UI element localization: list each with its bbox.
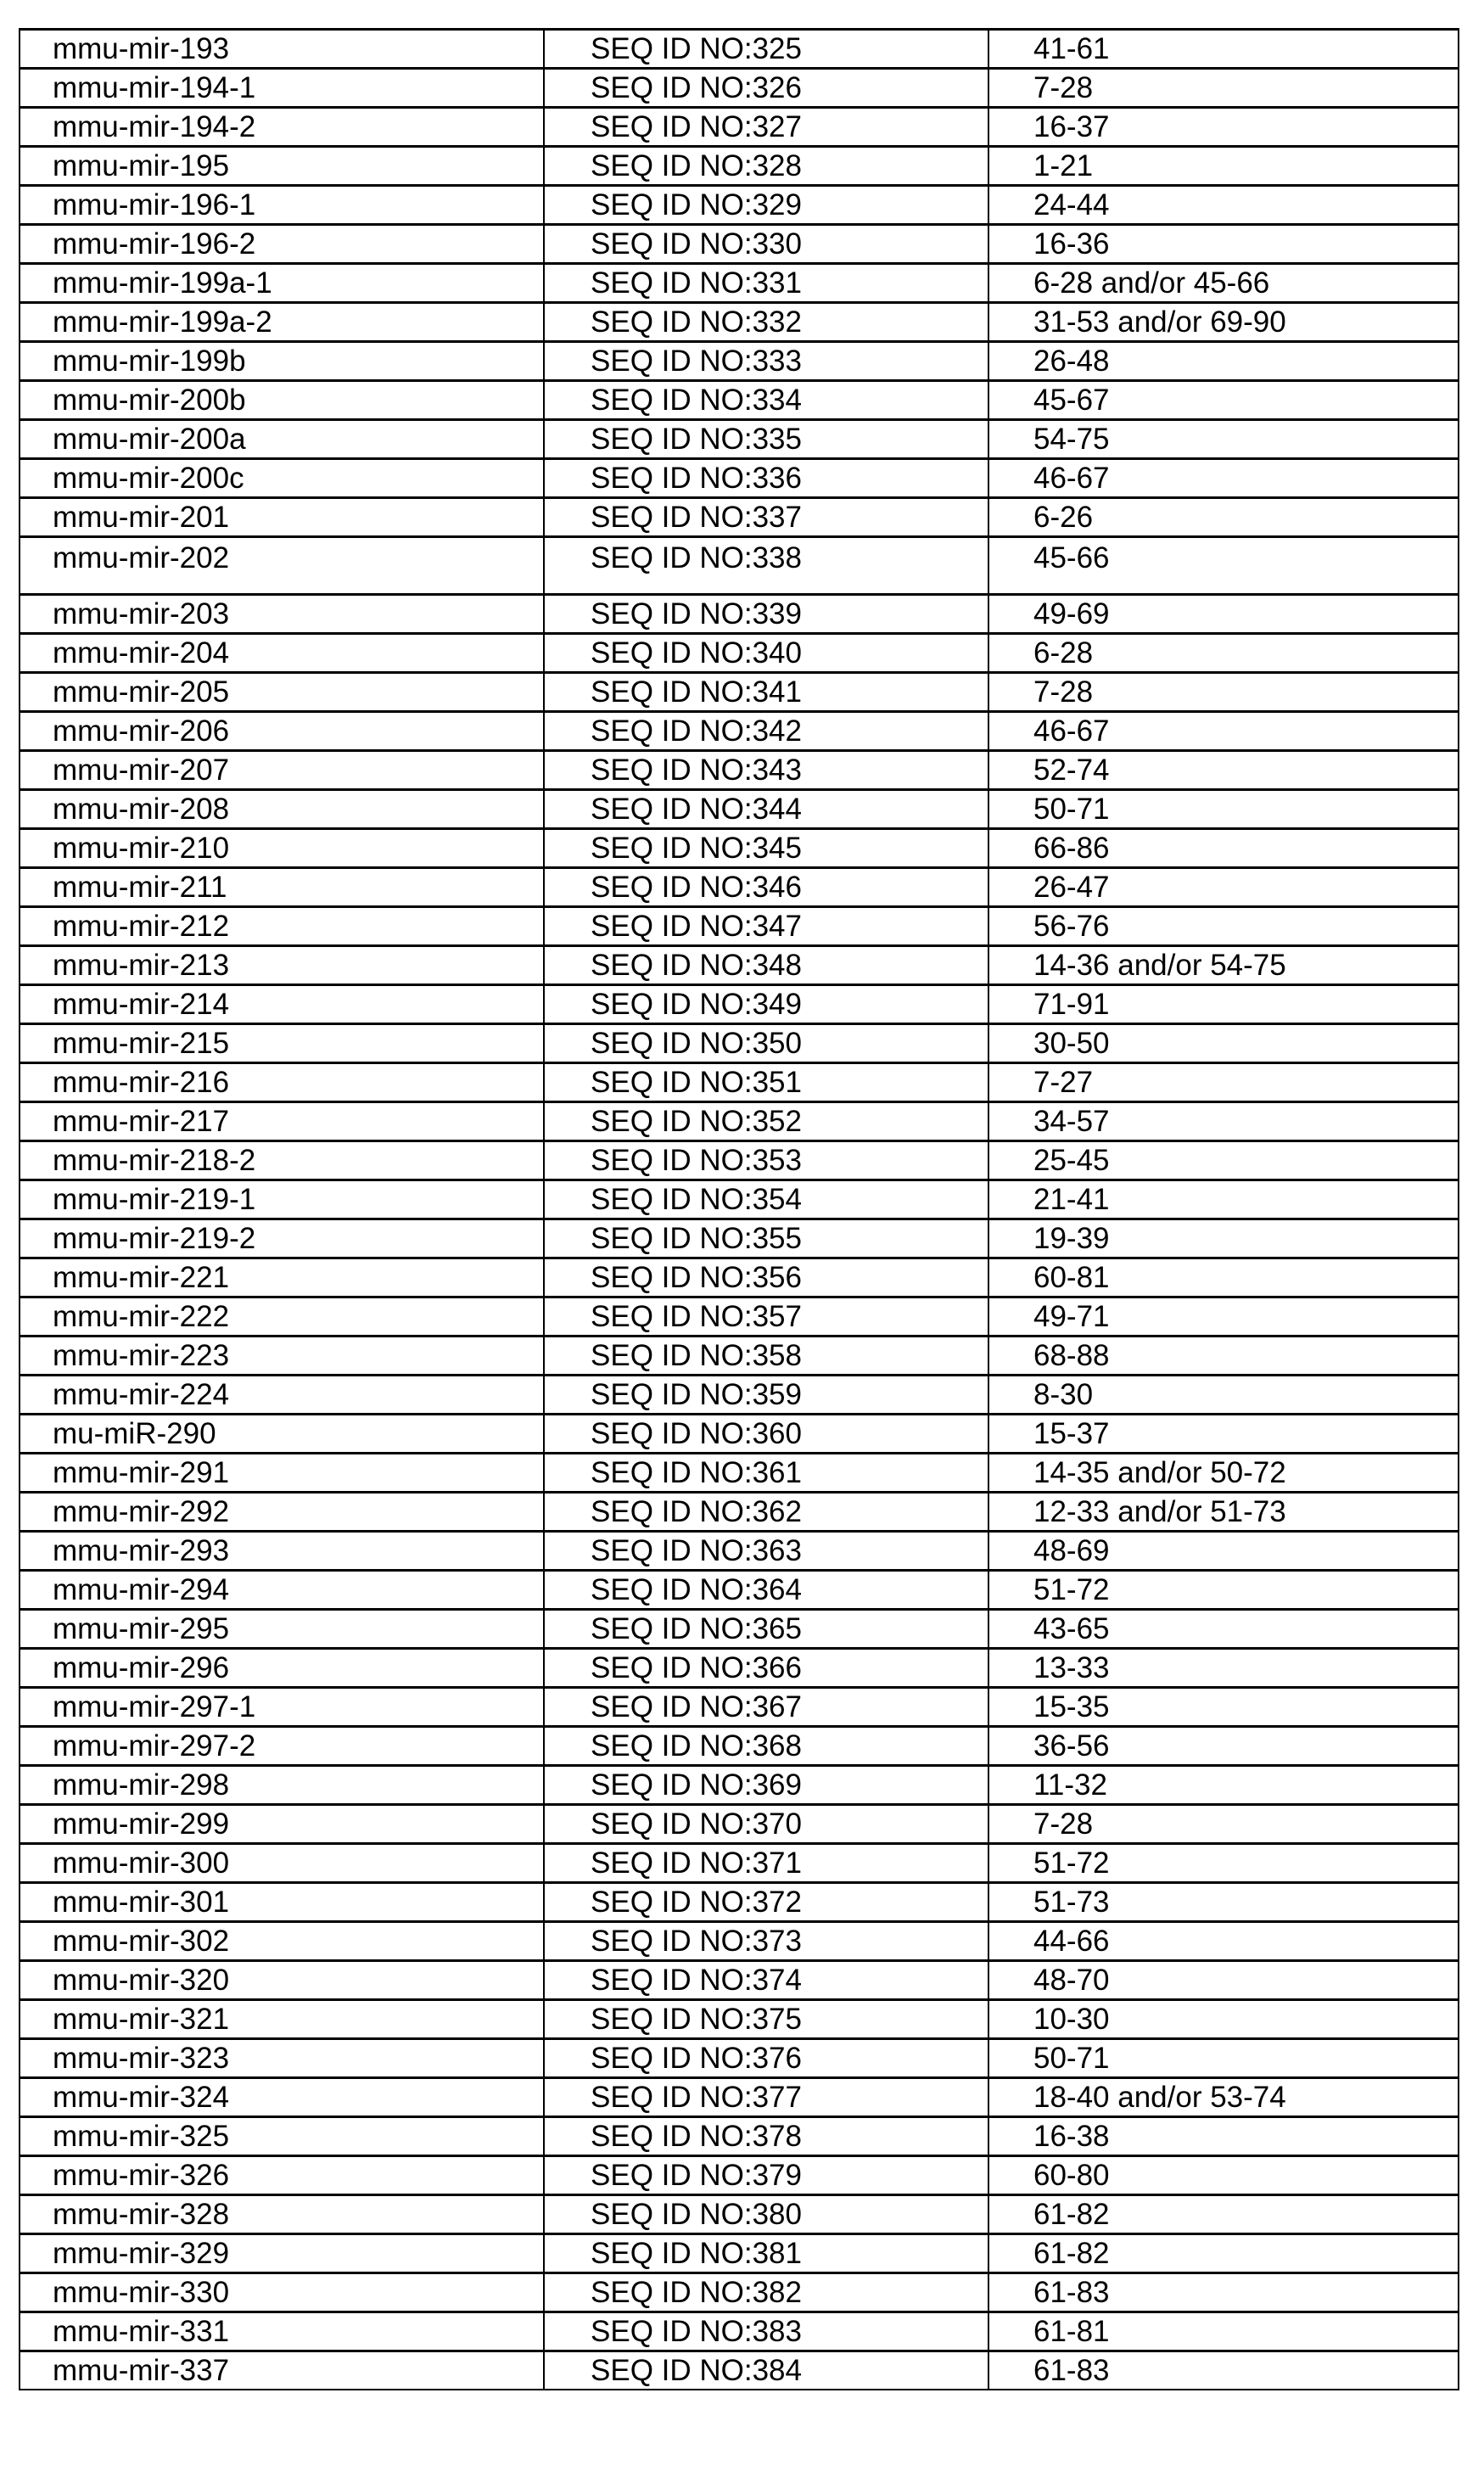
seq-id-cell: SEQ ID NO:350 [544,1024,988,1063]
table-row [20,1883,1459,1922]
seq-id-cell: SEQ ID NO:384 [544,2351,988,2390]
region-cell: 1-21 [988,147,1459,186]
table-row [20,537,1459,595]
mirna-name-cell: mmu-mir-292 [20,1493,544,1532]
table-row [20,381,1459,420]
region-cell: 6-26 [988,498,1459,537]
seq-id-cell: SEQ ID NO:338 [544,537,988,595]
mirna-name-cell: mmu-mir-337 [20,2351,544,2390]
table-row [20,225,1459,264]
mirna-name-cell: mmu-mir-302 [20,1922,544,1961]
region-cell: 18-40 and/or 53-74 [988,2078,1459,2117]
region-cell: 31-53 and/or 69-90 [988,303,1459,342]
seq-id-cell: SEQ ID NO:353 [544,1141,988,1180]
seq-id-cell: SEQ ID NO:339 [544,595,988,634]
seq-id-cell: SEQ ID NO:355 [544,1219,988,1258]
region-cell: 61-82 [988,2195,1459,2234]
seq-id-cell: SEQ ID NO:346 [544,868,988,907]
table-row [20,1102,1459,1141]
table-row [20,1766,1459,1805]
table-row [20,1493,1459,1532]
mirna-name-cell: mmu-mir-223 [20,1337,544,1376]
mirna-name-cell: mmu-mir-215 [20,1024,544,1063]
mirna-name-cell: mmu-mir-294 [20,1571,544,1610]
mirna-name-cell: mu-miR-290 [20,1415,544,1454]
table-row [20,459,1459,498]
region-cell: 16-36 [988,225,1459,264]
seq-id-cell: SEQ ID NO:342 [544,712,988,751]
table-row [20,1571,1459,1610]
region-cell: 44-66 [988,1922,1459,1961]
mirna-name-cell: mmu-mir-320 [20,1961,544,2000]
mirna-name-cell: mmu-mir-297-2 [20,1727,544,1766]
seq-id-cell: SEQ ID NO:381 [544,2234,988,2273]
region-cell: 24-44 [988,186,1459,225]
seq-id-cell: SEQ ID NO:327 [544,108,988,147]
seq-id-cell: SEQ ID NO:344 [544,790,988,829]
table-row [20,868,1459,907]
region-cell: 7-28 [988,1805,1459,1844]
table-row [20,1415,1459,1454]
region-cell: 71-91 [988,985,1459,1024]
table-row [20,1063,1459,1102]
region-cell: 21-41 [988,1180,1459,1219]
mirna-name-cell: mmu-mir-199b [20,342,544,381]
table-row [20,147,1459,186]
region-cell: 66-86 [988,829,1459,868]
mirna-name-cell: mmu-mir-328 [20,2195,544,2234]
mirna-name-cell: mmu-mir-194-1 [20,69,544,108]
seq-id-cell: SEQ ID NO:334 [544,381,988,420]
mirna-name-cell: mmu-mir-330 [20,2273,544,2312]
region-cell: 60-80 [988,2156,1459,2195]
region-cell: 52-74 [988,751,1459,790]
table-row [20,1337,1459,1376]
seq-id-cell: SEQ ID NO:326 [544,69,988,108]
region-cell: 19-39 [988,1219,1459,1258]
table-row [20,2156,1459,2195]
mirna-name-cell: mmu-mir-293 [20,1532,544,1571]
table-row [20,1258,1459,1297]
seq-id-cell: SEQ ID NO:364 [544,1571,988,1610]
seq-id-cell: SEQ ID NO:371 [544,1844,988,1883]
region-cell: 51-72 [988,1844,1459,1883]
seq-id-cell: SEQ ID NO:352 [544,1102,988,1141]
mirna-name-cell: mmu-mir-204 [20,634,544,673]
seq-id-cell: SEQ ID NO:356 [544,1258,988,1297]
seq-id-cell: SEQ ID NO:366 [544,1649,988,1688]
mirna-sequence-table [19,28,1459,2390]
table-row [20,907,1459,946]
seq-id-cell: SEQ ID NO:357 [544,1297,988,1337]
table-row [20,2117,1459,2156]
region-cell: 36-56 [988,1727,1459,1766]
region-cell: 12-33 and/or 51-73 [988,1493,1459,1532]
seq-id-cell: SEQ ID NO:358 [544,1337,988,1376]
mirna-name-cell: mmu-mir-219-2 [20,1219,544,1258]
table-row [20,498,1459,537]
mirna-name-cell: mmu-mir-321 [20,2000,544,2039]
seq-id-cell: SEQ ID NO:369 [544,1766,988,1805]
region-cell: 14-36 and/or 54-75 [988,946,1459,985]
seq-id-cell: SEQ ID NO:345 [544,829,988,868]
region-cell: 7-28 [988,69,1459,108]
region-cell: 49-71 [988,1297,1459,1337]
table-row [20,1024,1459,1063]
seq-id-cell: SEQ ID NO:367 [544,1688,988,1727]
seq-id-cell: SEQ ID NO:330 [544,225,988,264]
mirna-name-cell: mmu-mir-201 [20,498,544,537]
table-row [20,303,1459,342]
seq-id-cell: SEQ ID NO:365 [544,1610,988,1649]
region-cell: 8-30 [988,1376,1459,1415]
region-cell: 43-65 [988,1610,1459,1649]
table-row [20,30,1459,69]
mirna-name-cell: mmu-mir-297-1 [20,1688,544,1727]
table-row [20,673,1459,712]
table-row [20,1610,1459,1649]
mirna-name-cell: mmu-mir-219-1 [20,1180,544,1219]
mirna-name-cell: mmu-mir-298 [20,1766,544,1805]
table-row [20,342,1459,381]
mirna-name-cell: mmu-mir-211 [20,868,544,907]
region-cell: 61-81 [988,2312,1459,2351]
mirna-name-cell: mmu-mir-200c [20,459,544,498]
region-cell: 15-35 [988,1688,1459,1727]
region-cell: 61-83 [988,2351,1459,2390]
table-row [20,1376,1459,1415]
seq-id-cell: SEQ ID NO:349 [544,985,988,1024]
seq-id-cell: SEQ ID NO:359 [544,1376,988,1415]
region-cell: 14-35 and/or 50-72 [988,1454,1459,1493]
table-row [20,1922,1459,1961]
mirna-name-cell: mmu-mir-203 [20,595,544,634]
mirna-name-cell: mmu-mir-208 [20,790,544,829]
region-cell: 51-73 [988,1883,1459,1922]
region-cell: 16-38 [988,2117,1459,2156]
region-cell: 26-48 [988,342,1459,381]
seq-id-cell: SEQ ID NO:335 [544,420,988,459]
table-row [20,186,1459,225]
region-cell: 13-33 [988,1649,1459,1688]
table-row [20,634,1459,673]
table-row [20,420,1459,459]
mirna-name-cell: mmu-mir-196-2 [20,225,544,264]
seq-id-cell: SEQ ID NO:372 [544,1883,988,1922]
table-row [20,1961,1459,2000]
table-row [20,108,1459,147]
table-row [20,751,1459,790]
seq-id-cell: SEQ ID NO:337 [544,498,988,537]
region-cell: 26-47 [988,868,1459,907]
mirna-name-cell: mmu-mir-200a [20,420,544,459]
region-cell: 46-67 [988,712,1459,751]
seq-id-cell: SEQ ID NO:331 [544,264,988,303]
table-row [20,1727,1459,1766]
table-row [20,1688,1459,1727]
seq-id-cell: SEQ ID NO:336 [544,459,988,498]
region-cell: 11-32 [988,1766,1459,1805]
region-cell: 25-45 [988,1141,1459,1180]
seq-id-cell: SEQ ID NO:370 [544,1805,988,1844]
seq-id-cell: SEQ ID NO:360 [544,1415,988,1454]
region-cell: 61-82 [988,2234,1459,2273]
table-row [20,1844,1459,1883]
mirna-name-cell: mmu-mir-207 [20,751,544,790]
region-cell: 15-37 [988,1415,1459,1454]
mirna-name-cell: mmu-mir-300 [20,1844,544,1883]
mirna-name-cell: mmu-mir-325 [20,2117,544,2156]
table-row [20,1454,1459,1493]
table-row [20,1141,1459,1180]
region-cell: 51-72 [988,1571,1459,1610]
seq-id-cell: SEQ ID NO:376 [544,2039,988,2078]
region-cell: 54-75 [988,420,1459,459]
seq-id-cell: SEQ ID NO:328 [544,147,988,186]
mirna-name-cell: mmu-mir-296 [20,1649,544,1688]
region-cell: 7-27 [988,1063,1459,1102]
seq-id-cell: SEQ ID NO:379 [544,2156,988,2195]
mirna-name-cell: mmu-mir-193 [20,30,544,69]
table-row [20,2234,1459,2273]
table-body [20,30,1459,2390]
table-row [20,1532,1459,1571]
region-cell: 49-69 [988,595,1459,634]
seq-id-cell: SEQ ID NO:383 [544,2312,988,2351]
region-cell: 16-37 [988,108,1459,147]
mirna-name-cell: mmu-mir-218-2 [20,1141,544,1180]
region-cell: 48-69 [988,1532,1459,1571]
seq-id-cell: SEQ ID NO:325 [544,30,988,69]
region-cell: 50-71 [988,2039,1459,2078]
mirna-name-cell: mmu-mir-199a-1 [20,264,544,303]
region-cell: 46-67 [988,459,1459,498]
table-row [20,1649,1459,1688]
region-cell: 61-83 [988,2273,1459,2312]
table-row [20,829,1459,868]
table-row [20,1805,1459,1844]
seq-id-cell: SEQ ID NO:380 [544,2195,988,2234]
region-cell: 56-76 [988,907,1459,946]
mirna-name-cell: mmu-mir-212 [20,907,544,946]
mirna-name-cell: mmu-mir-301 [20,1883,544,1922]
seq-id-cell: SEQ ID NO:341 [544,673,988,712]
table-row [20,595,1459,634]
mirna-name-cell: mmu-mir-202 [20,537,544,595]
region-cell: 68-88 [988,1337,1459,1376]
seq-id-cell: SEQ ID NO:374 [544,1961,988,2000]
seq-id-cell: SEQ ID NO:373 [544,1922,988,1961]
mirna-name-cell: mmu-mir-200b [20,381,544,420]
seq-id-cell: SEQ ID NO:348 [544,946,988,985]
mirna-name-cell: mmu-mir-291 [20,1454,544,1493]
region-cell: 50-71 [988,790,1459,829]
seq-id-cell: SEQ ID NO:363 [544,1532,988,1571]
region-cell: 10-30 [988,2000,1459,2039]
mirna-name-cell: mmu-mir-206 [20,712,544,751]
table-row [20,985,1459,1024]
region-cell: 6-28 and/or 45-66 [988,264,1459,303]
mirna-name-cell: mmu-mir-329 [20,2234,544,2273]
mirna-name-cell: mmu-mir-331 [20,2312,544,2351]
mirna-name-cell: mmu-mir-221 [20,1258,544,1297]
mirna-name-cell: mmu-mir-195 [20,147,544,186]
seq-id-cell: SEQ ID NO:351 [544,1063,988,1102]
mirna-name-cell: mmu-mir-324 [20,2078,544,2117]
mirna-name-cell: mmu-mir-216 [20,1063,544,1102]
mirna-name-cell: mmu-mir-205 [20,673,544,712]
region-cell: 6-28 [988,634,1459,673]
seq-id-cell: SEQ ID NO:343 [544,751,988,790]
table-row [20,1180,1459,1219]
table-row [20,2000,1459,2039]
table-row [20,2195,1459,2234]
region-cell: 41-61 [988,30,1459,69]
table-row [20,2078,1459,2117]
mirna-name-cell: mmu-mir-196-1 [20,186,544,225]
mirna-name-cell: mmu-mir-213 [20,946,544,985]
table-row [20,69,1459,108]
table-row [20,1297,1459,1337]
seq-id-cell: SEQ ID NO:382 [544,2273,988,2312]
mirna-name-cell: mmu-mir-295 [20,1610,544,1649]
table-row [20,2351,1459,2390]
seq-id-cell: SEQ ID NO:378 [544,2117,988,2156]
seq-id-cell: SEQ ID NO:333 [544,342,988,381]
mirna-name-cell: mmu-mir-217 [20,1102,544,1141]
region-cell: 7-28 [988,673,1459,712]
seq-id-cell: SEQ ID NO:375 [544,2000,988,2039]
mirna-name-cell: mmu-mir-299 [20,1805,544,1844]
region-cell: 45-66 [988,537,1459,595]
table-row [20,2312,1459,2351]
seq-id-cell: SEQ ID NO:329 [544,186,988,225]
region-cell: 34-57 [988,1102,1459,1141]
table-row [20,790,1459,829]
mirna-name-cell: mmu-mir-214 [20,985,544,1024]
table-row [20,264,1459,303]
table-row [20,1219,1459,1258]
seq-id-cell: SEQ ID NO:354 [544,1180,988,1219]
seq-id-cell: SEQ ID NO:368 [544,1727,988,1766]
mirna-name-cell: mmu-mir-326 [20,2156,544,2195]
mirna-name-cell: mmu-mir-194-2 [20,108,544,147]
region-cell: 60-81 [988,1258,1459,1297]
region-cell: 48-70 [988,1961,1459,2000]
region-cell: 30-50 [988,1024,1459,1063]
table-row [20,712,1459,751]
mirna-name-cell: mmu-mir-222 [20,1297,544,1337]
region-cell: 45-67 [988,381,1459,420]
table-row [20,2039,1459,2078]
seq-id-cell: SEQ ID NO:340 [544,634,988,673]
table-row [20,2273,1459,2312]
seq-id-cell: SEQ ID NO:362 [544,1493,988,1532]
seq-id-cell: SEQ ID NO:332 [544,303,988,342]
seq-id-cell: SEQ ID NO:361 [544,1454,988,1493]
seq-id-cell: SEQ ID NO:377 [544,2078,988,2117]
table-row [20,946,1459,985]
mirna-name-cell: mmu-mir-224 [20,1376,544,1415]
mirna-name-cell: mmu-mir-199a-2 [20,303,544,342]
seq-id-cell: SEQ ID NO:347 [544,907,988,946]
mirna-name-cell: mmu-mir-210 [20,829,544,868]
mirna-name-cell: mmu-mir-323 [20,2039,544,2078]
